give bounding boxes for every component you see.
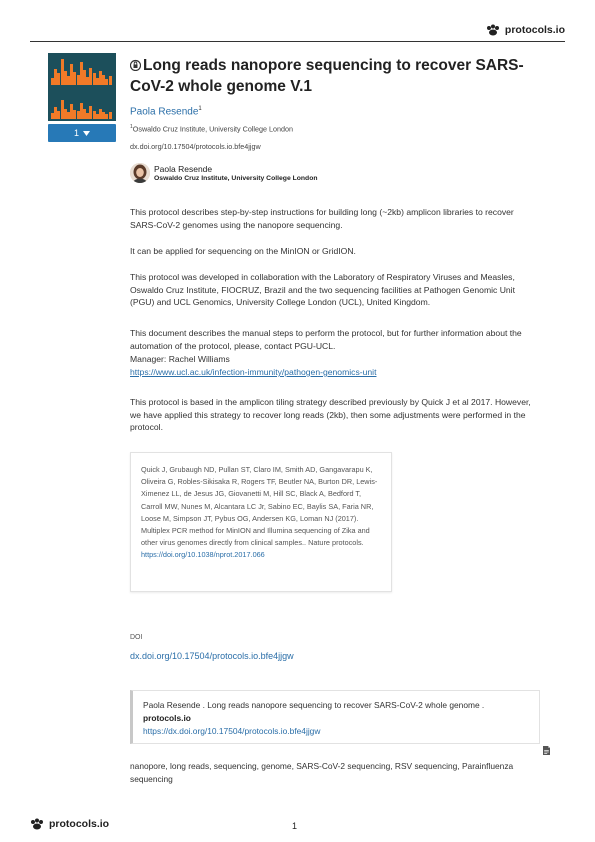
- abstract-paragraph-2: It can be applied for sequencing on the MinION or GridION.: [130, 246, 356, 256]
- thumbnail-chart-bottom: [51, 89, 113, 119]
- doi-short[interactable]: dx.doi.org/10.17504/protocols.io.bfe4jjgw: [130, 142, 261, 151]
- author-name-link[interactable]: Paola Resende: [130, 106, 199, 118]
- author-superscript: 1: [198, 106, 202, 112]
- thumbnail-bar: [109, 112, 112, 119]
- version-dropdown-button[interactable]: [48, 124, 116, 142]
- abstract-paragraph-3: This protocol was developed in collaboration with the Laboratory of Respiratory Viruses and Measles, Oswaldo Cruz Institute, FIOCRUZ, Brazil and the two sequencing facilities at Pathogen Genomic Unit (PGU) and UCL Genomics, University College London (UCL), United Kingdom.: [130, 272, 515, 308]
- author-avatar[interactable]: [130, 163, 150, 183]
- keywords: nanopore, long reads, sequencing, genome, SARS-CoV-2 sequencing, RSV sequencing, Parainfluenza sequencing: [130, 761, 514, 784]
- citation-text: Quick J, Grubaugh ND, Pullan ST, Claro IM, Smith AD, Gangavarapu K, Oliveira G, Robles-Sikisaka R, Rogers TF, Beutler NA, Burton DR, Lewis-Ximenez LL, de Jesus JG, Giovanetti M, Hill SC, Black A, Bedford T, Carroll MW, Nunes M, Alcantara LC Jr, Sabino EC, Baylis SA, Faria NR, Loose M, Simpson JT, Pybus OG, Andersen KG, Loman NJ (2017). Multiplex PCR method for MinION and Illumina sequencing of Zika and other virus genomes directly from clinical samples.. Nature protocols.: [141, 465, 378, 548]
- thumbnail-chart-top: [51, 55, 113, 85]
- abstract-paragraph-4: This document describes the manual steps to perform the protocol, but for further information about the automation of the protocol, please, contact PGU-UCL.: [130, 328, 522, 351]
- title-text: Long reads nanopore sequencing to recover SARS-CoV-2 whole genome V.1: [130, 57, 524, 95]
- thumbnail-bar: [109, 76, 112, 85]
- page-number: 1: [292, 821, 298, 831]
- avatar-portrait-icon: [130, 163, 150, 183]
- brand-name: protocols.io: [504, 24, 565, 36]
- how-to-cite-box: [130, 690, 540, 744]
- author-card-name[interactable]: Paola Resende: [154, 164, 213, 174]
- brand-name-footer: protocols.io: [49, 818, 110, 830]
- manager-line: Manager: Rachel Williams: [130, 354, 230, 364]
- reference-citation-box: [130, 452, 392, 592]
- protocols-io-logo-top[interactable]: [486, 24, 565, 36]
- document-icon[interactable]: [543, 746, 550, 755]
- affiliation: [130, 124, 293, 133]
- affiliation-superscript: 1: [130, 124, 133, 130]
- protocols-logo-icon: [30, 818, 44, 830]
- author-link[interactable]: [130, 106, 202, 117]
- doi-link[interactable]: dx.doi.org/10.17504/protocols.io.bfe4jjgw: [130, 651, 294, 661]
- chevron-down-icon: [83, 131, 90, 136]
- how-to-cite-journal: protocols.io: [143, 713, 191, 723]
- author-card-affiliation: Oswaldo Cruz Institute, University College London: [154, 175, 318, 182]
- protocols-logo-icon: [486, 24, 500, 36]
- abstract-paragraph-5: This protocol is based in the amplicon tiling strategy described previously by Quick J et al 2017. However, we have applied this strategy to recover long reads (2kb), then some adjustments were performed in the protocol.: [130, 397, 531, 433]
- protocol-thumbnail: [48, 53, 116, 121]
- citation-doi-link[interactable]: https://doi.org/10.1038/nprot.2017.066: [141, 550, 265, 560]
- how-to-cite-url[interactable]: https://dx.doi.org/10.17504/protocols.io.bfe4jjgw: [143, 726, 321, 736]
- pgu-link[interactable]: https://www.ucl.ac.uk/infection-immunity/pathogen-genomics-unit: [130, 367, 377, 377]
- how-to-cite-text: Paola Resende . Long reads nanopore sequencing to recover SARS-CoV-2 whole genome .: [143, 700, 485, 710]
- open-access-lock-icon: [130, 59, 141, 71]
- affiliation-text: Oswaldo Cruz Institute, University College London: [132, 124, 293, 134]
- pgu-link-line: [130, 366, 540, 379]
- doi-label: DOI: [130, 634, 143, 641]
- header-divider: [30, 41, 565, 42]
- abstract-paragraph-1: This protocol describes step-by-step instructions for building long (~2kb) amplicon libraries to recover SARS-CoV-2 genomes using the nanopore sequencing.: [130, 207, 514, 230]
- version-number: 1: [73, 128, 79, 138]
- protocols-io-logo-bottom[interactable]: [30, 818, 109, 830]
- protocol-title: [130, 55, 530, 97]
